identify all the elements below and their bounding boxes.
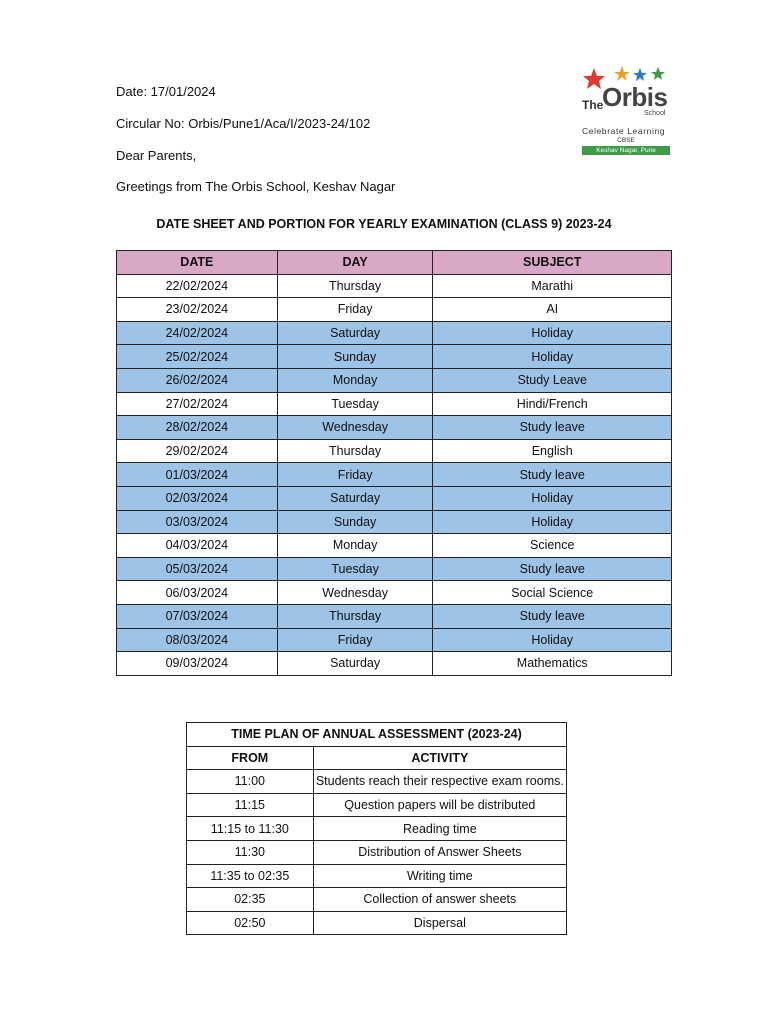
table-row <box>117 392 672 416</box>
cell-day: Monday <box>277 368 433 392</box>
cell-date: 29/02/2024 <box>117 439 278 463</box>
cell-date: 24/02/2024 <box>117 321 278 345</box>
cell-date: 07/03/2024 <box>117 604 278 628</box>
table-row <box>117 557 672 581</box>
time-plan-table <box>186 722 567 935</box>
cell-from: 11:15 to 11:30 <box>187 817 314 841</box>
cell-day: Thursday <box>277 439 433 463</box>
cell-subject: Study leave <box>433 416 672 440</box>
table-row <box>187 840 567 864</box>
table-row <box>187 793 567 817</box>
cell-subject: Study leave <box>433 557 672 581</box>
table-row <box>187 817 567 841</box>
table-row <box>117 486 672 510</box>
table-row <box>117 652 672 676</box>
cell-from: 11:00 <box>187 770 314 794</box>
cell-subject: Study leave <box>433 604 672 628</box>
cell-subject: Study Leave <box>433 368 672 392</box>
cell-day: Saturday <box>277 321 433 345</box>
page-title: DATE SHEET AND PORTION FOR YEARLY EXAMINATION (CLASS 9) 2023-24 <box>156 217 612 231</box>
cell-from: 11:30 <box>187 840 314 864</box>
table-row <box>117 581 672 605</box>
cell-date: 22/02/2024 <box>117 274 278 298</box>
cell-activity: Students reach their respective exam rooms. <box>313 770 566 794</box>
cell-subject: Mathematics <box>433 652 672 676</box>
cell-day: Saturday <box>277 486 433 510</box>
cell-activity: Question papers will be distributed <box>313 793 566 817</box>
cell-day: Sunday <box>277 345 433 369</box>
logo-orbis: Orbis <box>602 82 668 112</box>
greeting: Greetings from The Orbis School, Keshav Nagar <box>116 179 396 194</box>
table-row <box>117 416 672 440</box>
table-row <box>117 463 672 487</box>
cell-day: Thursday <box>277 604 433 628</box>
cell-day: Sunday <box>277 510 433 534</box>
table-row <box>117 274 672 298</box>
cell-from: 11:15 <box>187 793 314 817</box>
cell-date: 04/03/2024 <box>117 534 278 558</box>
header-activity: ACTIVITY <box>313 746 566 770</box>
header-from: FROM <box>187 746 314 770</box>
cell-activity: Distribution of Answer Sheets <box>313 840 566 864</box>
cell-date: 08/03/2024 <box>117 628 278 652</box>
cell-date: 28/02/2024 <box>117 416 278 440</box>
table-row <box>117 439 672 463</box>
table-row <box>117 345 672 369</box>
cell-date: 02/03/2024 <box>117 486 278 510</box>
cell-day: Friday <box>277 628 433 652</box>
cell-day: Friday <box>277 298 433 322</box>
table-row <box>117 534 672 558</box>
cell-subject: Science <box>433 534 672 558</box>
cell-date: 05/03/2024 <box>117 557 278 581</box>
cell-subject: Holiday <box>433 628 672 652</box>
table-row <box>187 911 567 935</box>
cell-subject: Hindi/French <box>433 392 672 416</box>
circular-number: Circular No: Orbis/Pune1/Aca/I/2023-24/102 <box>116 116 371 131</box>
cell-subject: Study leave <box>433 463 672 487</box>
logo-board: CBSE <box>617 137 635 144</box>
cell-activity: Collection of answer sheets <box>313 888 566 912</box>
cell-subject: Holiday <box>433 321 672 345</box>
cell-day: Wednesday <box>277 581 433 605</box>
cell-from: 02:35 <box>187 888 314 912</box>
exam-date-sheet <box>116 250 672 676</box>
time-plan-header-row <box>187 746 567 770</box>
cell-activity: Dispersal <box>313 911 566 935</box>
school-logo <box>578 64 674 156</box>
exam-header-row <box>117 251 672 275</box>
logo-tagline: Celebrate Learning <box>582 126 666 136</box>
cell-day: Thursday <box>277 274 433 298</box>
cell-date: 06/03/2024 <box>117 581 278 605</box>
cell-day: Friday <box>277 463 433 487</box>
header-subject: SUBJECT <box>433 251 672 275</box>
cell-subject: Marathi <box>433 274 672 298</box>
salutation: Dear Parents, <box>116 148 197 163</box>
logo-school: School <box>644 110 666 117</box>
cell-from: 02:50 <box>187 911 314 935</box>
table-row <box>117 510 672 534</box>
date-line: Date: 17/01/2024 <box>116 84 216 99</box>
table-row <box>117 368 672 392</box>
table-row <box>117 321 672 345</box>
cell-subject: English <box>433 439 672 463</box>
cell-date: 03/03/2024 <box>117 510 278 534</box>
cell-date: 26/02/2024 <box>117 368 278 392</box>
cell-from: 11:35 to 02:35 <box>187 864 314 888</box>
cell-day: Saturday <box>277 652 433 676</box>
cell-subject: AI <box>433 298 672 322</box>
logo-the: The <box>582 98 604 112</box>
cell-date: 09/03/2024 <box>117 652 278 676</box>
cell-date: 01/03/2024 <box>117 463 278 487</box>
time-plan-title: TIME PLAN OF ANNUAL ASSESSMENT (2023-24) <box>187 723 567 747</box>
header-date: DATE <box>117 251 278 275</box>
table-row <box>187 888 567 912</box>
cell-subject: Holiday <box>433 510 672 534</box>
cell-day: Tuesday <box>277 557 433 581</box>
cell-day: Tuesday <box>277 392 433 416</box>
cell-subject: Holiday <box>433 486 672 510</box>
cell-date: 23/02/2024 <box>117 298 278 322</box>
table-row <box>117 298 672 322</box>
cell-day: Wednesday <box>277 416 433 440</box>
logo-location: Keshav Nagar, Pune <box>582 146 670 155</box>
cell-activity: Writing time <box>313 864 566 888</box>
cell-subject: Social Science <box>433 581 672 605</box>
cell-day: Monday <box>277 534 433 558</box>
cell-subject: Holiday <box>433 345 672 369</box>
cell-date: 25/02/2024 <box>117 345 278 369</box>
cell-activity: Reading time <box>313 817 566 841</box>
table-row <box>187 770 567 794</box>
table-row <box>187 864 567 888</box>
time-plan-title-row <box>187 723 567 747</box>
table-row <box>117 604 672 628</box>
header-day: DAY <box>277 251 433 275</box>
cell-date: 27/02/2024 <box>117 392 278 416</box>
table-row <box>117 628 672 652</box>
